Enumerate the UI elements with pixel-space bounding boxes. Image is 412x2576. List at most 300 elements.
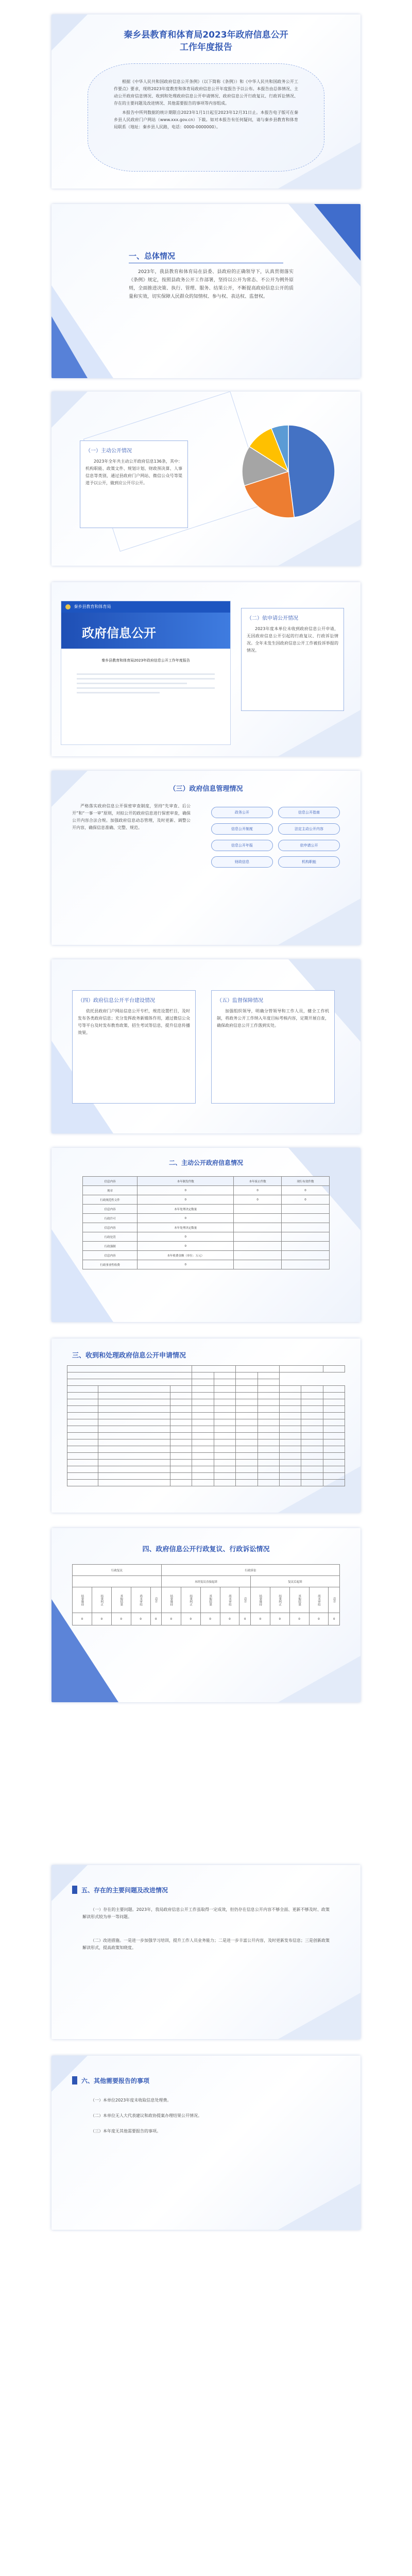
table-row — [67, 1473, 345, 1480]
table-cell: 0 — [138, 1195, 234, 1205]
table-cell — [234, 1205, 282, 1214]
cover-intro-1: 根据《中华人民共和国政府信息公开条例》（以下简称《条例》）和《中华人民共和国政务公开工作要点》要求，现将2023年度教育和体育局政府信息公开年度报告予以公布。本报告由总体情况、主动公开政府信息情况、收到和处理政府信息公开申请情况、政府信息公开行政复议、行政诉讼情况、存在的主要问题及改进情况、其他需要报告的事项等内容组成。 — [114, 79, 298, 106]
box-paragraph: 加强组织领导，明确分管领导和工作人员，健全工作机制，将政务公开工作纳入年度目标考核内容，定期开展自查，确保政府信息公开工作落到实处。 — [217, 1009, 329, 1028]
table-cell — [170, 1460, 192, 1466]
table-cell — [214, 1426, 235, 1433]
table-row — [83, 1195, 330, 1205]
table-cell: 信息内容 — [83, 1223, 138, 1232]
table-cell — [192, 1439, 214, 1446]
table-cell — [214, 1446, 235, 1453]
table-cell — [236, 1460, 258, 1466]
table-cell — [67, 1480, 98, 1486]
table-cell — [67, 1433, 98, 1439]
table-cell — [234, 1232, 282, 1242]
table-cell — [236, 1433, 258, 1439]
table-cell: 行政强制 — [83, 1242, 138, 1251]
table-row — [83, 1260, 330, 1269]
table-cell — [98, 1426, 170, 1433]
table-cell — [279, 1460, 301, 1466]
table-row — [67, 1379, 345, 1386]
table-row — [83, 1186, 330, 1195]
heading-bar — [72, 1886, 77, 1894]
group-after-review: 复议后起诉 — [250, 1576, 339, 1587]
table-row — [83, 1251, 330, 1260]
column-header: 其他结果 — [111, 1587, 131, 1613]
table-cell — [234, 1260, 282, 1269]
column-header: 尚未审结 — [131, 1587, 150, 1613]
overall-paragraph: 2023年，我县教育和体育局在县委、县政府的正确领导下，认真贯彻落实《条例》规定，按照县政务公开工作部署，坚持以公开为常态、不公开为例外原则，全面推进决策、执行、管理、服务、结果公开，不断提高政府信息公开的质量和实效，切实保障人民群众的知情权、参与权、表达权、监督权。 — [129, 269, 294, 299]
value-cell: 0 — [270, 1613, 289, 1625]
table-cell — [67, 1386, 98, 1393]
table-cell — [214, 1399, 235, 1406]
table-cell — [234, 1251, 282, 1260]
table-cell — [236, 1366, 280, 1372]
cover-title: 秦乡县教育和体育局2023年政府信息公开 工作年度报告 — [124, 30, 288, 53]
table-cell: 0 — [138, 1260, 234, 1269]
table-cell: 行政许可 — [83, 1214, 138, 1223]
group-litigation: 行政诉讼 — [161, 1565, 339, 1576]
table-cell — [279, 1426, 301, 1433]
table-cell — [236, 1372, 258, 1379]
table-cell: 0 — [138, 1232, 234, 1242]
management-link-item[interactable]: 机构职能 — [278, 856, 340, 868]
table-cell — [282, 1232, 330, 1242]
table-cell — [301, 1480, 323, 1486]
active-disclosure-box — [80, 440, 188, 528]
table-cell — [214, 1480, 235, 1486]
column-header: 结果维持 — [73, 1587, 92, 1613]
table-cell — [301, 1419, 323, 1426]
table-cell — [192, 1393, 214, 1399]
value-cell: 0 — [73, 1613, 92, 1625]
value-cell: 0 — [309, 1613, 329, 1625]
table-row — [67, 1426, 345, 1433]
table-cell: 行政规范性文件 — [83, 1195, 138, 1205]
table-cell — [323, 1453, 345, 1460]
table-cell — [98, 1386, 170, 1393]
request-handling-table — [67, 1365, 345, 1486]
table-cell — [301, 1413, 323, 1419]
disclosure-pie-chart — [237, 420, 340, 523]
column-header: 总计 — [329, 1587, 340, 1613]
table-cell — [279, 1439, 301, 1446]
table-cell — [67, 1372, 192, 1379]
pie-slice — [288, 425, 335, 517]
table-cell — [301, 1473, 323, 1480]
table-cell — [98, 1466, 170, 1473]
column-header: 尚未审结 — [220, 1587, 239, 1613]
site-banner: 政府信息公开 — [61, 613, 230, 649]
table-cell — [98, 1399, 170, 1406]
table-cell — [98, 1439, 170, 1446]
table-cell: 0 — [234, 1186, 282, 1195]
table-cell — [234, 1223, 282, 1232]
column-header: 结果维持 — [250, 1587, 270, 1613]
table-row — [67, 1466, 345, 1473]
table-cell — [258, 1406, 279, 1413]
table-row — [67, 1393, 345, 1399]
table-cell — [98, 1460, 170, 1466]
table-cell — [170, 1446, 192, 1453]
table-row — [83, 1223, 330, 1232]
table-cell — [236, 1399, 258, 1406]
table-cell — [236, 1466, 258, 1473]
on-request-box — [241, 608, 344, 711]
table-cell — [258, 1379, 279, 1386]
table-cell — [98, 1406, 170, 1413]
value-cell: 0 — [111, 1613, 131, 1625]
table-cell — [67, 1473, 98, 1480]
table-cell — [282, 1251, 330, 1260]
table-row — [67, 1433, 345, 1439]
table-row — [67, 1446, 345, 1453]
management-link-item[interactable]: 依申请公开 — [278, 840, 340, 851]
table-row — [83, 1232, 330, 1242]
table-cell — [258, 1372, 279, 1379]
cover-intro-box — [88, 63, 324, 172]
table-cell — [170, 1480, 192, 1486]
table-cell: 信息内容 — [83, 1251, 138, 1260]
table-cell — [214, 1419, 235, 1426]
table-cell — [192, 1460, 214, 1466]
column-header: 结果维持 — [161, 1587, 181, 1613]
table-cell — [258, 1473, 279, 1480]
supervision-box — [211, 990, 335, 1104]
management-link-item[interactable]: 信息公开制度 — [211, 823, 273, 835]
table-cell — [279, 1480, 301, 1486]
table-cell — [170, 1419, 192, 1426]
section-heading: （三）政府信息管理情况 — [169, 785, 243, 793]
table-cell — [192, 1399, 214, 1406]
emblem-icon — [65, 604, 71, 609]
other-paragraph-1: （一）本单位2023年度未收取信息处理费。 — [91, 2098, 171, 2103]
group-direct-suit: 未经复议直接起诉 — [161, 1576, 250, 1587]
table-cell — [301, 1406, 323, 1413]
table-header-cell: 现行有效件数 — [282, 1177, 330, 1186]
table-cell — [301, 1453, 323, 1460]
table-cell — [234, 1214, 282, 1223]
platform-box — [72, 990, 196, 1104]
table-cell — [258, 1453, 279, 1460]
column-header: 结果纠正 — [92, 1587, 111, 1613]
table-cell — [323, 1439, 345, 1446]
table-cell: 行政事业性收费 — [83, 1260, 138, 1269]
table-cell — [170, 1393, 192, 1399]
site-doc-lines — [61, 663, 230, 704]
table-row — [67, 1399, 345, 1406]
table-cell: 0 — [138, 1242, 234, 1251]
table-cell — [67, 1439, 98, 1446]
box-paragraph: 2023年度本单位未收到政府信息公开申请，无因政府信息公开引起的行政复议、行政诉讼情况。全年未发生因政府信息公开工作被投诉举报的情况。 — [247, 626, 338, 653]
table-cell — [98, 1393, 170, 1399]
table-cell — [192, 1426, 214, 1433]
management-link-item[interactable]: 信息公开指南 — [278, 807, 340, 818]
table-cell — [170, 1386, 192, 1393]
table-cell — [98, 1413, 170, 1419]
table-cell — [236, 1453, 258, 1460]
table-cell — [323, 1386, 345, 1393]
table-cell — [236, 1386, 258, 1393]
problems-paragraph-1: （一）存在的主要问题。2023年，我局政府信息公开工作虽取得一定成效，但仍存在信息公开内容不够全面、更新不够及时、政策解读形式较为单一等问题。 — [82, 1907, 330, 1919]
table-cell — [67, 1413, 98, 1419]
table-cell — [323, 1399, 345, 1406]
problems-paragraph-2: （二）改进措施。一是进一步加强学习培训，提升工作人员业务能力；二是进一步丰富公开内容，及时更新发布信息；三是创新政策解读形式，提高政策知晓度。 — [82, 1938, 330, 1950]
table-cell — [98, 1473, 170, 1480]
table-cell — [236, 1439, 258, 1446]
management-link-item[interactable]: 财政信息 — [211, 856, 273, 868]
table-row — [67, 1372, 345, 1379]
website-screenshot — [61, 601, 231, 745]
table-cell — [214, 1406, 235, 1413]
table-cell — [323, 1480, 345, 1486]
table-cell — [282, 1260, 330, 1269]
table-cell — [323, 1460, 345, 1466]
table-cell — [301, 1446, 323, 1453]
table-cell — [279, 1413, 301, 1419]
table-cell — [98, 1446, 170, 1453]
section-heading: 二、主动公开政府信息情况 — [168, 1159, 243, 1166]
table-cell — [301, 1426, 323, 1433]
table-cell — [279, 1386, 301, 1393]
table-header-cell: 本年废止件数 — [234, 1177, 282, 1186]
table-cell — [67, 1446, 98, 1453]
table-cell — [323, 1446, 345, 1453]
table-row — [83, 1205, 330, 1214]
value-cell: 0 — [131, 1613, 150, 1625]
table-cell — [170, 1466, 192, 1473]
section-heading: 四、政府信息公开行政复议、行政诉讼情况 — [142, 1546, 270, 1553]
column-header: 尚未审结 — [309, 1587, 329, 1613]
management-link-item[interactable]: 法定主动公开内容 — [278, 823, 340, 835]
table-cell — [301, 1439, 323, 1446]
table-cell — [214, 1439, 235, 1446]
table-cell: 本年处理决定数量 — [138, 1223, 234, 1232]
table-row — [83, 1214, 330, 1223]
table-cell — [279, 1466, 301, 1473]
table-row — [67, 1453, 345, 1460]
table-row — [67, 1439, 345, 1446]
table-row — [67, 1413, 345, 1419]
table-cell — [279, 1433, 301, 1439]
heading-bar — [72, 2076, 77, 2084]
table-cell — [258, 1399, 279, 1406]
box-heading: （四）政府信息公开平台建设情况 — [78, 998, 155, 1004]
table-row — [67, 1460, 345, 1466]
management-paragraph: 严格落实政府信息公开保密审查制度，坚持“先审查、后公开”和“一事一审”原则，对拟公开的政府信息进行保密审查，确保公开内容合法合规。加强政府信息动态管理，及时更新、调整公开内容，确保信息准确、完整、规范。 — [72, 804, 191, 830]
table-cell — [236, 1419, 258, 1426]
table-cell — [258, 1439, 279, 1446]
table-cell — [301, 1460, 323, 1466]
table-cell — [192, 1419, 214, 1426]
site-logo-text: 秦乡县教育和体育局 — [74, 604, 111, 609]
table-cell — [236, 1480, 258, 1486]
table-cell: 本年处理决定数量 — [138, 1205, 234, 1214]
table-cell — [192, 1446, 214, 1453]
table-cell — [279, 1393, 301, 1399]
column-header: 其他结果 — [289, 1587, 309, 1613]
column-header: 总计 — [239, 1587, 250, 1613]
table-cell — [236, 1426, 258, 1433]
table-cell — [214, 1433, 235, 1439]
table-cell — [192, 1466, 214, 1473]
table-cell — [323, 1419, 345, 1426]
active-disclosure-table — [82, 1176, 330, 1269]
table-cell — [67, 1419, 98, 1426]
value-cell: 0 — [329, 1613, 340, 1625]
table-cell — [258, 1480, 279, 1486]
table-cell — [279, 1406, 301, 1413]
table-cell — [236, 1406, 258, 1413]
value-cell: 0 — [220, 1613, 239, 1625]
table-cell — [214, 1453, 235, 1460]
table-cell — [192, 1379, 214, 1386]
table-cell — [192, 1413, 214, 1419]
slide-problems — [52, 1865, 360, 2039]
slide-overall — [52, 204, 360, 378]
table-cell — [98, 1480, 170, 1486]
table-cell — [279, 1473, 301, 1480]
table-cell — [258, 1419, 279, 1426]
slide-active-table — [52, 1148, 360, 1322]
table-cell — [282, 1242, 330, 1251]
table-cell: 信息内容 — [83, 1205, 138, 1214]
table-header-cell: 本年制发件数 — [138, 1177, 234, 1186]
table-header-cell: 信息内容 — [83, 1177, 138, 1186]
table-cell — [214, 1386, 235, 1393]
site-header — [61, 601, 230, 613]
slide-cover — [52, 14, 360, 189]
value-cell: 0 — [161, 1613, 181, 1625]
table-cell — [236, 1379, 258, 1386]
table-cell — [236, 1393, 258, 1399]
table-cell — [98, 1419, 170, 1426]
column-header: 结果纠正 — [270, 1587, 289, 1613]
table-row — [67, 1406, 345, 1413]
table-cell — [67, 1399, 98, 1406]
table-cell: 规章 — [83, 1186, 138, 1195]
table-cell — [323, 1413, 345, 1419]
table-cell: 行政处罚 — [83, 1232, 138, 1242]
value-cell: 0 — [289, 1613, 309, 1625]
table-cell — [258, 1386, 279, 1393]
slide-review-litigation — [52, 1528, 360, 1702]
other-paragraph-3: （三）本年度无其他需要报告的事项。 — [91, 2129, 161, 2133]
slide-website — [52, 582, 360, 756]
slide-request-table — [52, 1338, 360, 1513]
table-cell — [234, 1242, 282, 1251]
table-cell — [258, 1460, 279, 1466]
table-cell — [98, 1453, 170, 1460]
table-row — [67, 1480, 345, 1486]
table-cell — [301, 1466, 323, 1473]
table-cell — [279, 1446, 301, 1453]
table-cell — [301, 1433, 323, 1439]
table-cell — [279, 1453, 301, 1460]
section-heading: 六、其他需要报告的事项 — [81, 2077, 150, 2084]
table-cell — [214, 1466, 235, 1473]
table-cell — [258, 1426, 279, 1433]
column-header: 结果纠正 — [181, 1587, 200, 1613]
section-heading: 三、收到和处理政府信息公开申请情况 — [72, 1352, 186, 1360]
value-cell: 0 — [250, 1613, 270, 1625]
table-cell — [258, 1433, 279, 1439]
table-cell — [192, 1372, 214, 1379]
table-cell — [323, 1473, 345, 1480]
table-cell — [98, 1433, 170, 1439]
table-cell — [170, 1473, 192, 1480]
table-cell — [323, 1393, 345, 1399]
table-cell — [282, 1214, 330, 1223]
table-cell — [67, 1453, 98, 1460]
table-cell — [67, 1466, 98, 1473]
slide-platform-supervision — [52, 959, 360, 1133]
column-header: 总计 — [150, 1587, 161, 1613]
table-cell — [282, 1223, 330, 1232]
table-cell: 本年收费金额（单位：万元） — [138, 1251, 234, 1260]
table-cell — [214, 1413, 235, 1419]
table-cell — [236, 1413, 258, 1419]
value-cell: 0 — [239, 1613, 250, 1625]
table-cell: 0 — [282, 1195, 330, 1205]
table-cell — [67, 1379, 192, 1386]
table-cell — [279, 1366, 323, 1372]
column-header: 其他结果 — [200, 1587, 220, 1613]
table-cell — [192, 1386, 214, 1393]
slide-active-disclosure — [52, 392, 360, 566]
table-cell — [279, 1419, 301, 1426]
table-cell: 0 — [138, 1186, 234, 1195]
table-cell — [170, 1406, 192, 1413]
box-heading: （五）监督保障情况 — [217, 998, 263, 1004]
table-cell — [301, 1399, 323, 1406]
site-doc-title: 秦乡县教育和体育局2023年政府信息公开工作年度报告 — [101, 658, 190, 663]
table-cell — [214, 1372, 235, 1379]
table-cell — [192, 1433, 214, 1439]
table-cell — [192, 1453, 214, 1460]
slide-other-matters — [52, 2056, 360, 2230]
table-cell — [192, 1480, 214, 1486]
review-litigation-table — [72, 1564, 340, 1625]
value-cell: 0 — [200, 1613, 220, 1625]
management-link-item[interactable]: 政务公开 — [211, 807, 273, 818]
table-cell — [323, 1466, 345, 1473]
table-cell — [258, 1413, 279, 1419]
box-heading: （一）主动公开情况 — [85, 448, 132, 454]
table-cell — [301, 1386, 323, 1393]
management-link-item[interactable]: 信息公开年报 — [211, 840, 273, 851]
table-row — [67, 1419, 345, 1426]
table-cell: 0 — [234, 1195, 282, 1205]
table-cell — [67, 1460, 98, 1466]
table-cell — [214, 1460, 235, 1466]
table-row — [67, 1386, 345, 1393]
table-cell — [236, 1446, 258, 1453]
table-cell — [170, 1426, 192, 1433]
value-cell: 0 — [181, 1613, 200, 1625]
table-row — [83, 1242, 330, 1251]
group-review: 行政复议 — [73, 1565, 162, 1576]
table-cell — [214, 1473, 235, 1480]
table-cell — [170, 1433, 192, 1439]
table-cell — [67, 1366, 192, 1372]
box-paragraph: 依托县政府门户网站信息公开专栏，规范设置栏目，及时发布各类政府信息；充分发挥政务新媒体作用，通过微信公众号等平台及时发布教育政策、招生考试等信息，提升信息传播效果。 — [78, 1009, 190, 1035]
table-row — [67, 1366, 345, 1372]
table-cell — [279, 1399, 301, 1406]
table-cell — [170, 1453, 192, 1460]
table-cell — [258, 1393, 279, 1399]
table-cell — [323, 1366, 345, 1372]
table-cell — [258, 1446, 279, 1453]
